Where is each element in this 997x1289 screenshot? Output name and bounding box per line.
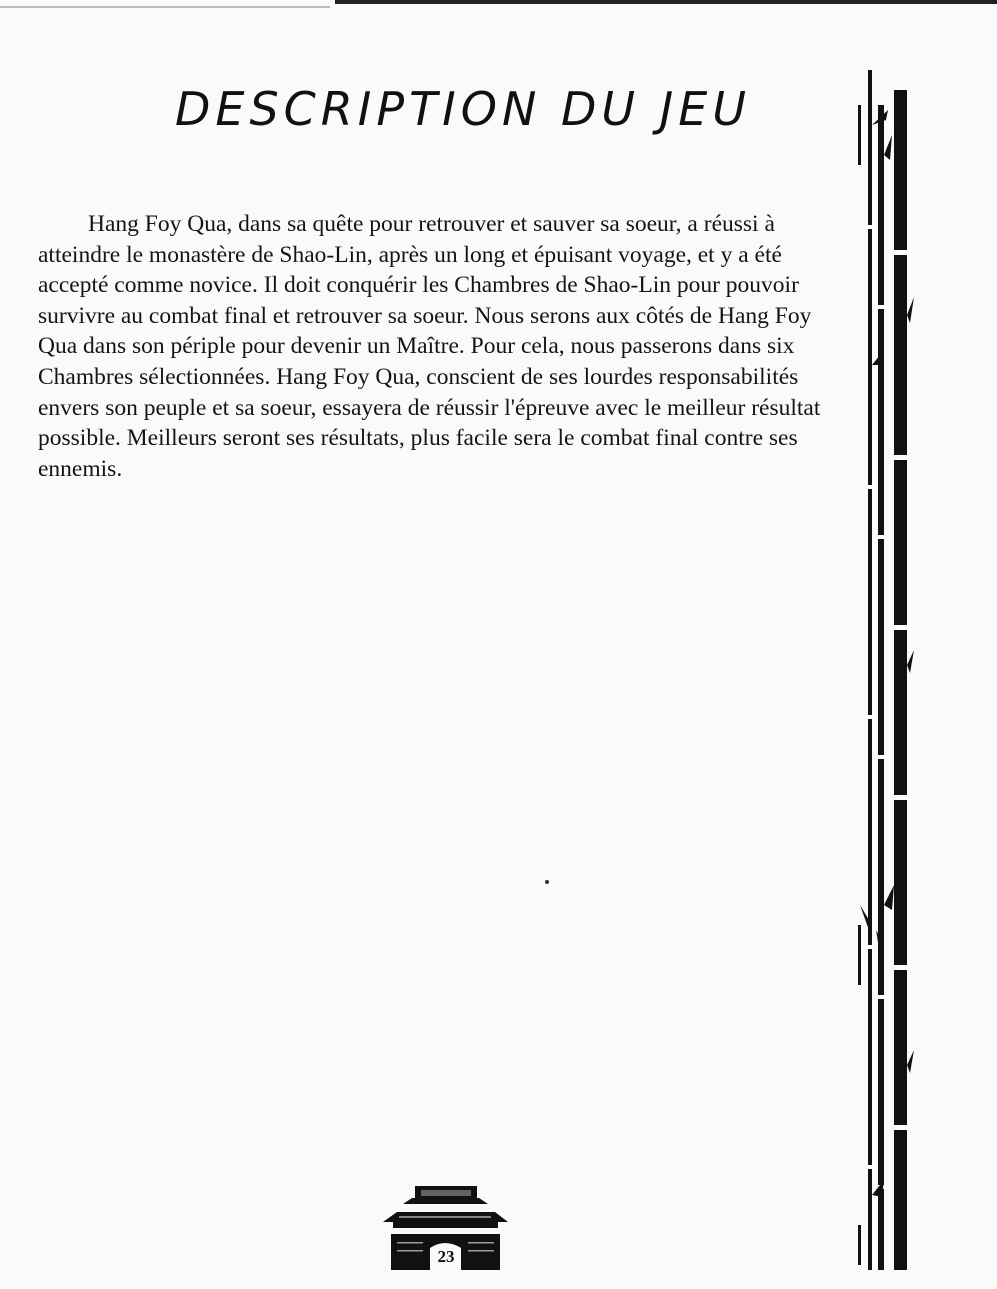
page-number: 23	[432, 1247, 460, 1267]
body-paragraph: Hang Foy Qua, dans sa quête pour retrouver et sauver sa soeur, a réussi à atteindre le monastère de Shao-Lin, après un long et épuisant voyage, et y a été accepté comme novice. Il doit conquérir les Chambres de Shao-Lin pour pouvoir survivre au combat final et retrouver sa soeur. Nous serons aux côtés de Hang Foy Qua dans son périple pour devenir un Maître. Pour cela, nous passerons dans six Chambres sélectionnées. Hang Foy Qua, conscient de ses lourdes responsabilités envers son peuple et sa soeur, essayera de réussir l'épreuve avec le meilleur résultat possible. Meilleurs seront ses résultats, plus facile sera le combat final contre ses ennemis.	[38, 211, 821, 482]
page-title: DESCRIPTION DU JEU	[175, 82, 751, 136]
bamboo-stalks-icon	[848, 65, 918, 1275]
print-speck	[545, 880, 549, 884]
top-rule-gap	[0, 0, 335, 4]
top-rule-shadow	[0, 6, 330, 8]
